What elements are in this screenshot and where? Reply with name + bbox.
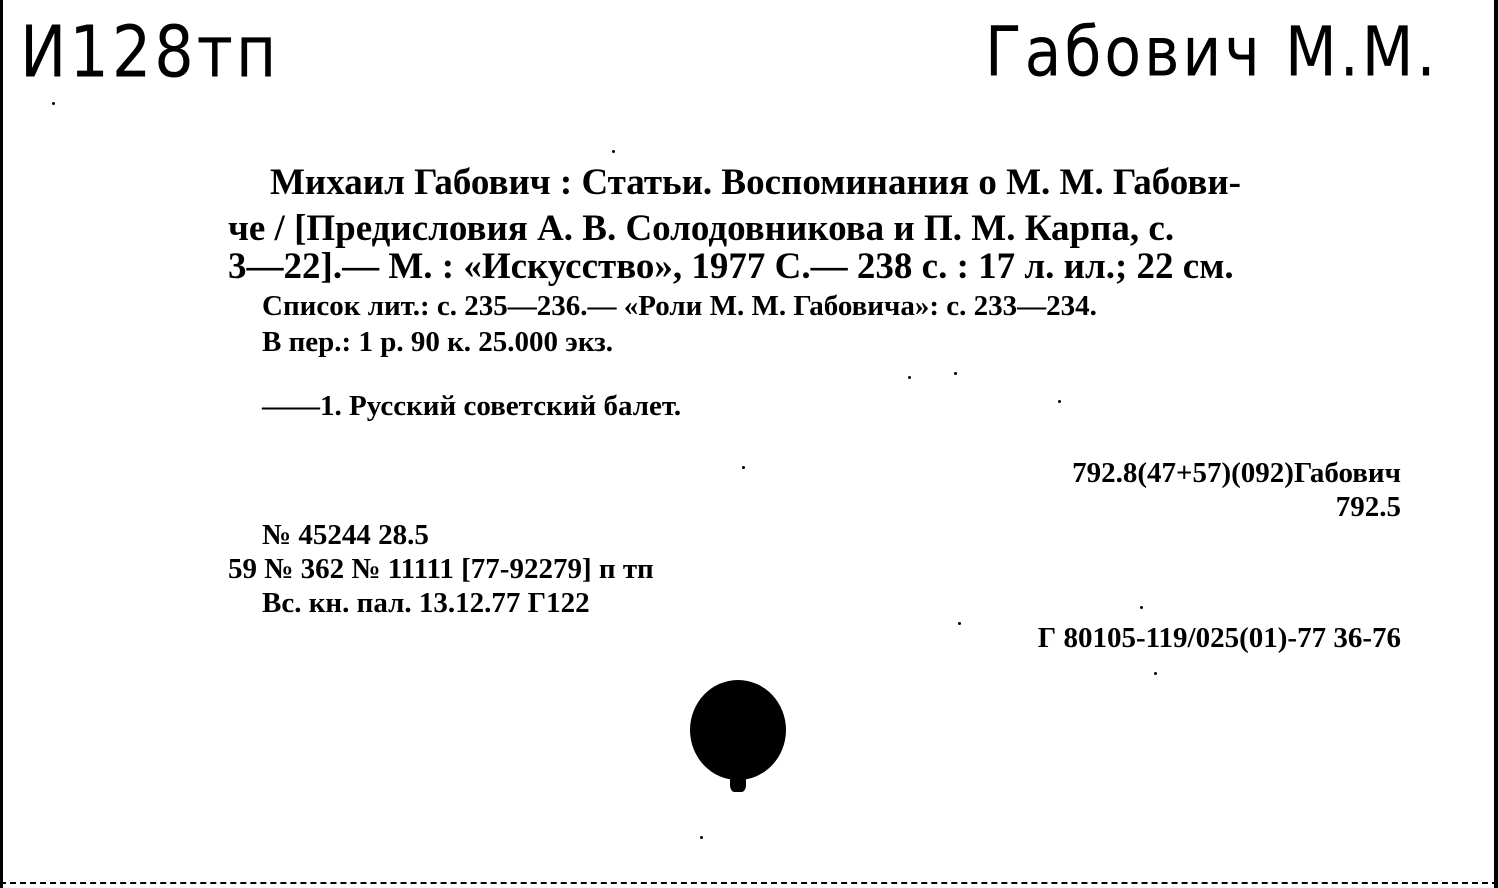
note-bibliography: Список лит.: с. 235—236.— «Роли М. М. Габовича»: с. 233—234.	[262, 290, 1097, 322]
speck	[1058, 400, 1061, 403]
speck	[954, 372, 957, 375]
subject-heading: ——1. Русский советский балет.	[262, 390, 682, 422]
card-left-edge	[0, 0, 3, 888]
speck	[612, 150, 615, 153]
handwritten-author: Габович М.М.	[985, 12, 1439, 93]
card-bottom-edge	[0, 882, 1498, 886]
udc-index: 792.8(47+57)(092)Габович	[1072, 457, 1401, 489]
speck	[908, 376, 911, 379]
title-line-1: Михаил Габович : Статьи. Воспоминания о М. М. Габови-	[270, 162, 1241, 203]
speck	[700, 836, 703, 839]
registry-line-1: № 45244 28.5	[262, 519, 429, 551]
bbk-index: 792.5	[1335, 491, 1401, 523]
title-line-2: че / [Предисловия А. В. Солодовникова и П. М. Карпа, с.	[228, 208, 1175, 249]
card-code: Г 80105-119/025(01)-77 36-76	[1037, 622, 1401, 654]
speck	[52, 102, 55, 105]
punch-hole	[690, 680, 786, 780]
speck	[742, 466, 745, 469]
handwritten-call-number: И128тп	[20, 10, 280, 94]
title-line-3: 3—22].— М. : «Искусство», 1977 С.— 238 с. : 17 л. ил.; 22 см.	[228, 246, 1234, 287]
note-price: В пер.: 1 р. 90 к. 25.000 экз.	[262, 326, 614, 358]
registry-line-2: 59 № 362 № 11111 [77-92279] п тп	[228, 553, 654, 585]
speck	[958, 622, 961, 625]
registry-line-3: Вс. кн. пал. 13.12.77 Г122	[262, 587, 590, 619]
speck	[1140, 606, 1143, 609]
punch-hole-tail	[730, 770, 746, 792]
card-right-edge	[1494, 0, 1498, 888]
speck	[1154, 672, 1157, 675]
